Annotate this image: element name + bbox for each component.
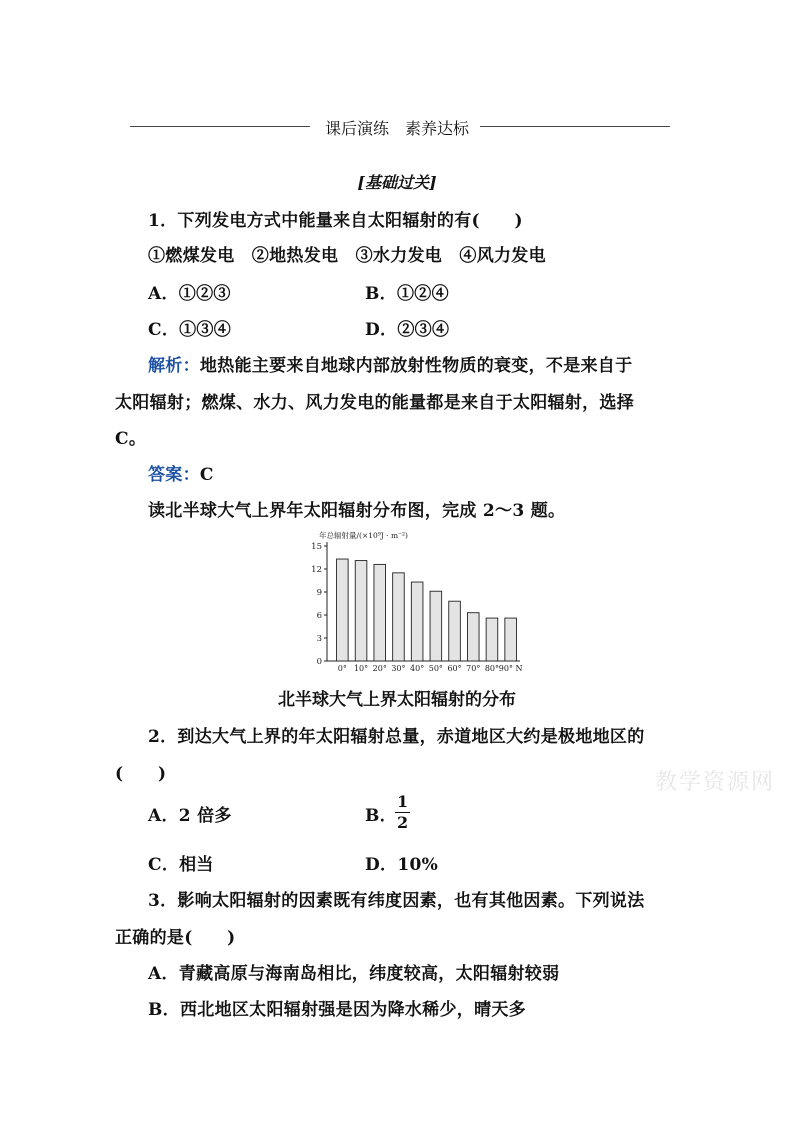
q1-answer: [148, 460, 214, 485]
y-tick-label: 6: [316, 611, 322, 621]
answer-value: C: [199, 465, 214, 485]
q3-stem-line-1: 3．影响太阳辐射的因素既有纬度因素，也有其他因素。下列说法: [148, 891, 645, 911]
bar: [411, 582, 423, 661]
analysis-text-1: 地热能主要来自地球内部放射性物质的衰变，不是来自于: [199, 356, 633, 376]
q1-option-a: A．①②③: [148, 284, 231, 304]
q1-stem: 1．下列发电方式中能量来自太阳辐射的有( ): [148, 211, 523, 231]
y-tick-label: 0: [316, 657, 322, 667]
radiation-bar-chart: [305, 528, 535, 676]
bar: [393, 573, 405, 661]
x-tick-label: 10°: [353, 664, 369, 673]
page-header: [0, 116, 794, 139]
bar: [449, 601, 461, 661]
x-tick-label: 80°: [484, 664, 500, 673]
x-tick-label: 60°: [447, 664, 462, 673]
bar: [355, 561, 367, 661]
analysis-label: 解析：: [148, 356, 200, 376]
q2-option-a: A．2 倍多: [148, 806, 232, 826]
y-axis-label: 年总辐射量/(×10⁹J · m⁻²): [319, 531, 408, 540]
header-title: 课后演练 素养达标: [321, 119, 473, 138]
x-tick-label: 50°: [428, 664, 443, 673]
section-title: [基础过关]: [357, 173, 437, 192]
q2-option-d: D．10%: [365, 855, 439, 875]
bar: [430, 591, 442, 661]
bar: [505, 618, 517, 661]
q3-stem-line-2: 正确的是( ): [115, 928, 236, 948]
y-tick-label: 15: [311, 542, 322, 552]
x-tick-label: 30°: [391, 664, 406, 673]
x-tick-label: 0°: [337, 664, 347, 673]
q2-option-c: C．相当: [148, 855, 214, 875]
q3-option-a: A．青藏高原与海南岛相比，纬度较高，太阳辐射较弱: [148, 964, 560, 984]
x-tick-label: 70°: [466, 664, 481, 673]
q1-items: ①燃煤发电 ②地热发电 ③水力发电 ④风力发电: [148, 246, 546, 266]
y-tick-label: 3: [316, 634, 322, 644]
fraction-denominator: 2: [397, 813, 409, 832]
q1-option-b: B．①②④: [365, 284, 449, 304]
q2-stem-line-1: 2．到达大气上界的年太阳辐射总量，赤道地区大约是极地地区的: [148, 727, 645, 747]
q1-analysis-line-1: [148, 351, 632, 376]
fraction-numerator: 1: [397, 792, 409, 811]
q2-option-b-fraction: [395, 792, 410, 833]
chart-caption: 北半球大气上界太阳辐射的分布: [278, 690, 516, 710]
intro-text: 读北半球大气上界年太阳辐射分布图，完成 2～3 题。: [148, 501, 566, 521]
bar: [486, 618, 498, 661]
q2-stem-line-2: ( ): [115, 764, 167, 784]
q2-option-b-label: B．: [365, 806, 397, 826]
y-tick-label: 9: [316, 588, 322, 598]
q3-option-b: B．西北地区太阳辐射强是因为降水稀少，晴天多: [148, 1000, 526, 1020]
q1-analysis-line-3: C。: [115, 429, 147, 449]
watermark: 教学资源网: [655, 770, 776, 795]
bar: [467, 613, 479, 661]
bar: [374, 564, 386, 661]
answer-label: 答案：: [148, 465, 200, 485]
x-tick-label: 90° N: [498, 664, 523, 673]
q1-analysis-line-2: 太阳辐射；燃煤、水力、风力发电的能量都是来自于太阳辐射，选择: [115, 393, 634, 413]
x-tick-label: 40°: [410, 664, 425, 673]
x-tick-label: 20°: [372, 664, 387, 673]
bar: [337, 559, 349, 661]
q1-option-c: C．①③④: [148, 320, 232, 340]
q1-option-d: D．②③④: [365, 320, 450, 340]
y-tick-label: 12: [311, 565, 322, 575]
